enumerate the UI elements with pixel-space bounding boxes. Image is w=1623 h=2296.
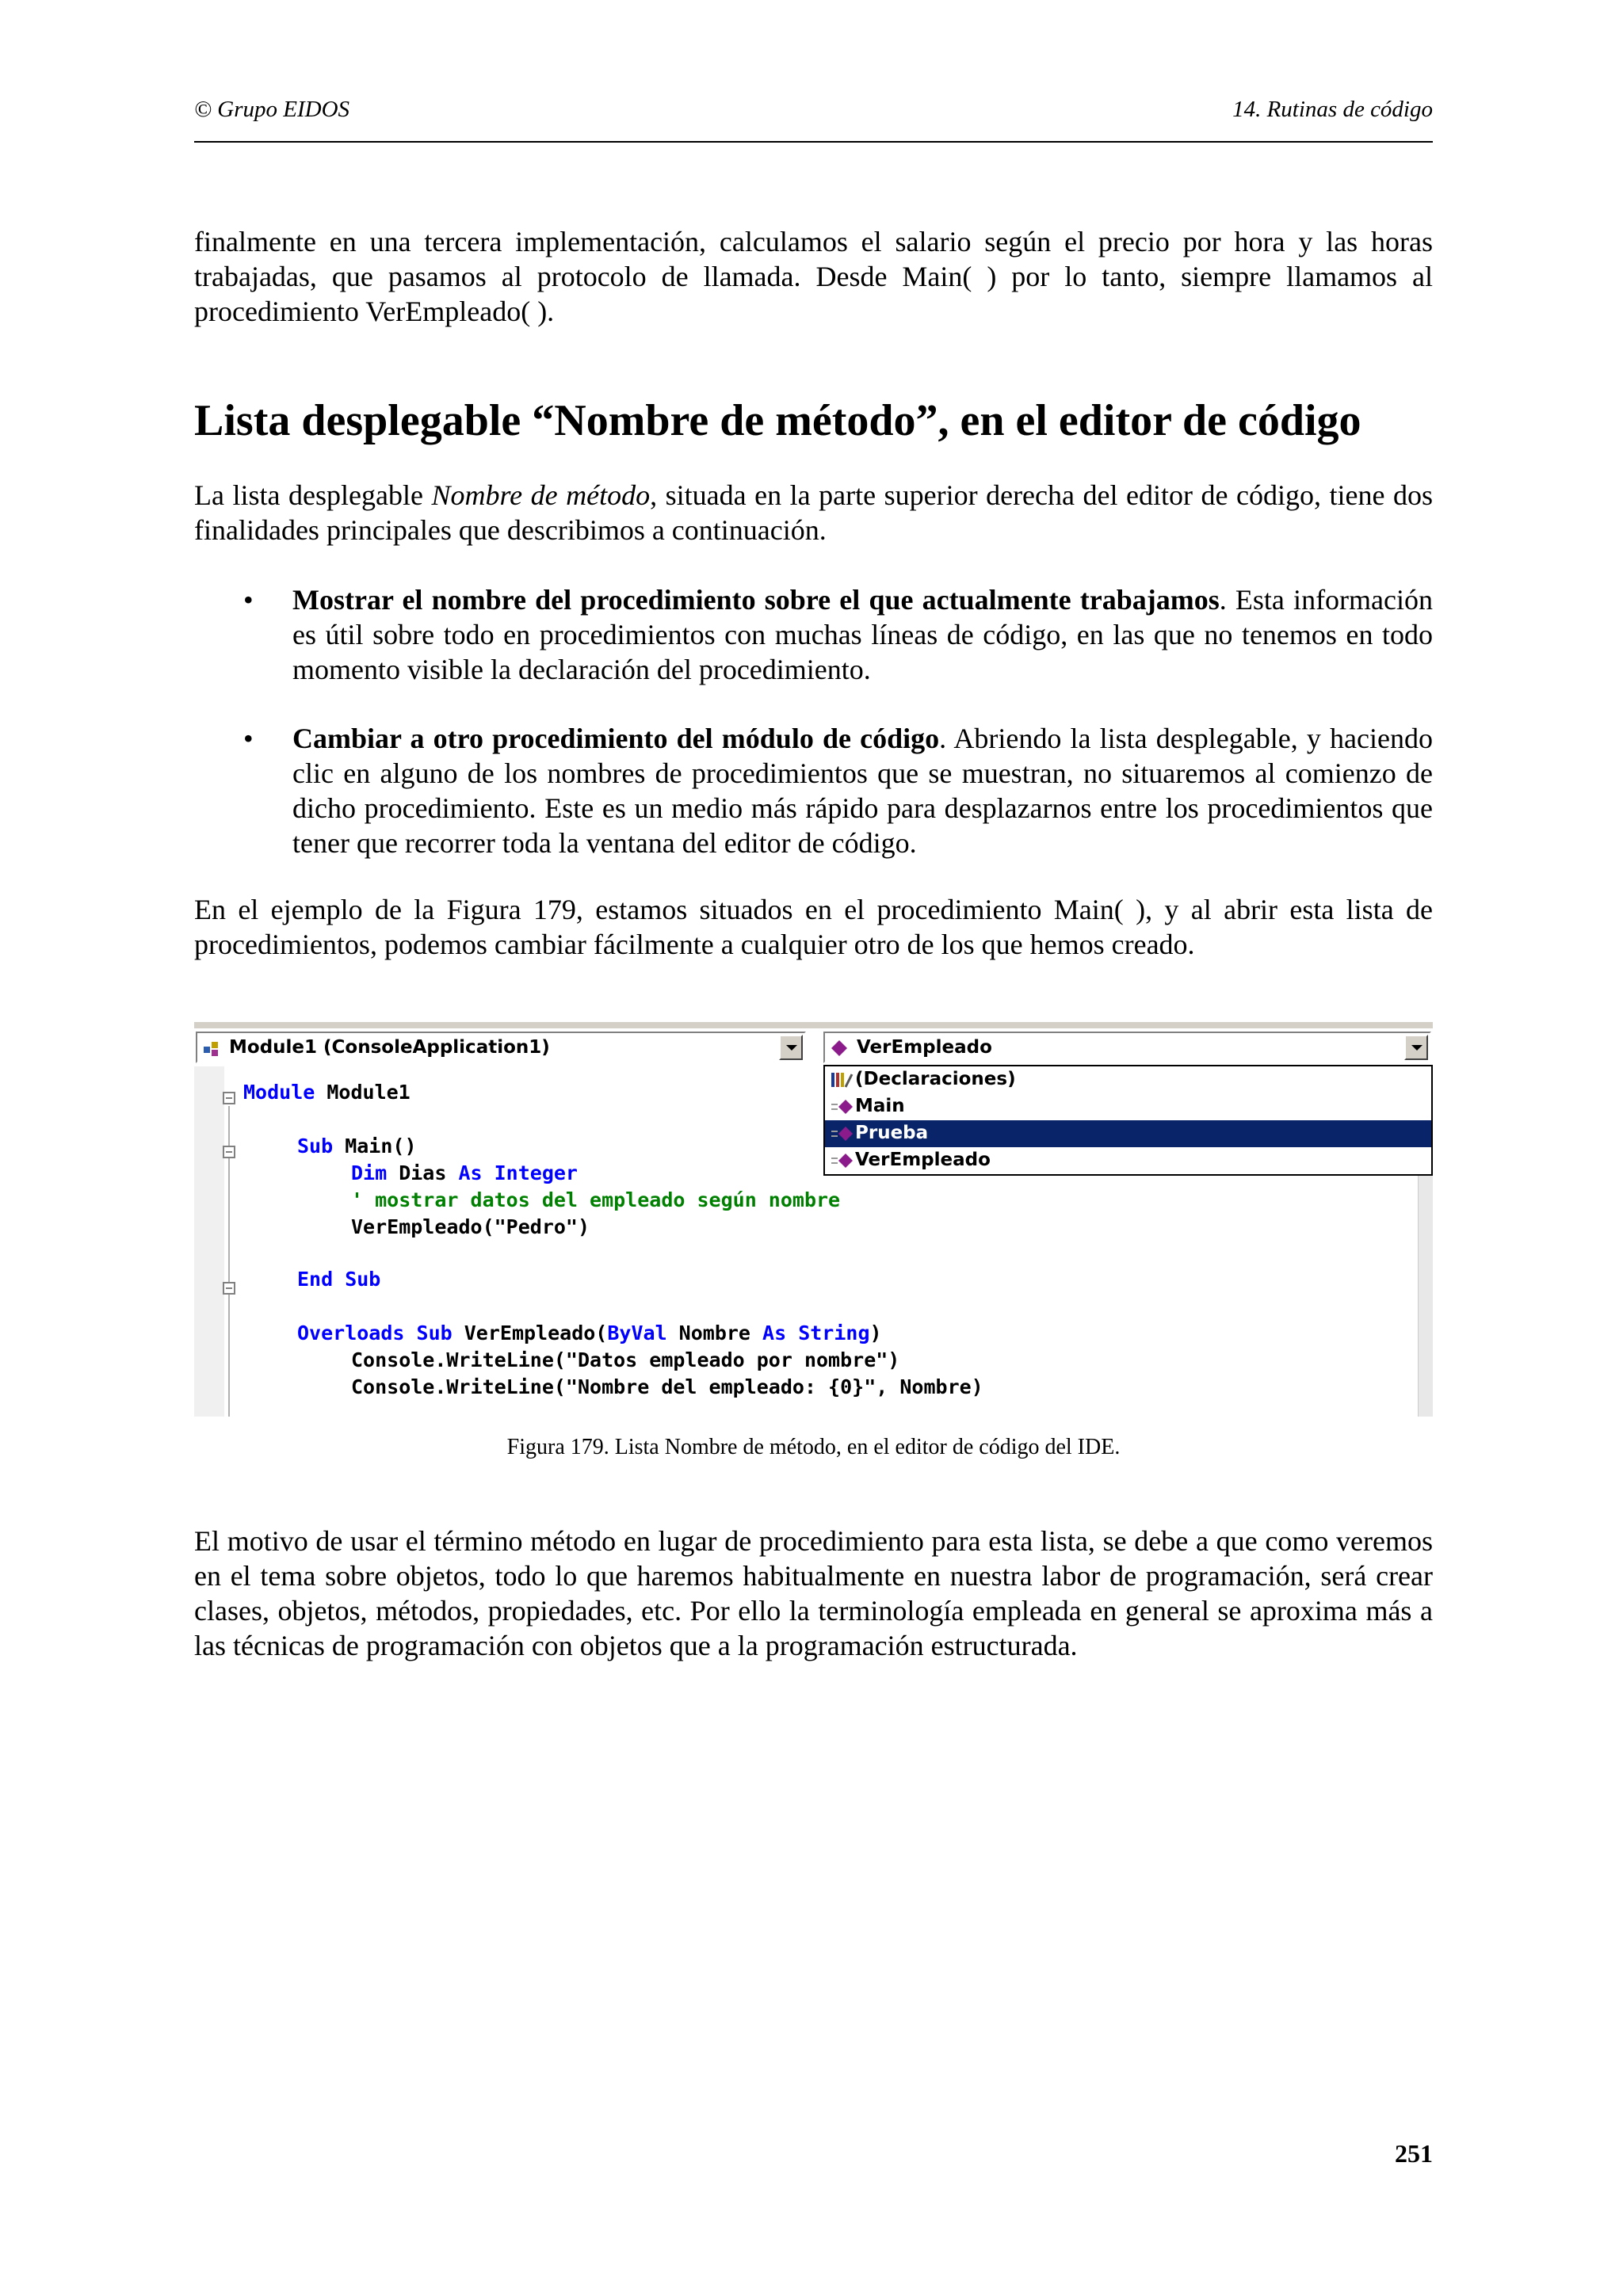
declarations-icon bbox=[830, 1071, 854, 1089]
class-combo-value: Module1 (ConsoleApplication1) bbox=[229, 1037, 550, 1058]
para2-italic: Nombre de método bbox=[431, 479, 651, 511]
bullet-dot: • bbox=[243, 584, 254, 616]
chevron-down-icon[interactable] bbox=[1404, 1035, 1428, 1060]
bullet-rest: . Esta información es útil sobre todo en procedimientos con muchas líneas de código, en las que no tenemos en todo momento visible la declaración del procedimiento. bbox=[292, 584, 1434, 685]
method-icon bbox=[830, 1039, 849, 1058]
dropdown-item-label: VerEmpleado bbox=[855, 1150, 991, 1170]
keyword: As bbox=[458, 1161, 483, 1184]
intro-paragraph: finalmente en una tercera implementación, calculamos el salario según el precio por hora y las horas trabajadas, que pasamos al protocolo de llamada. Desde Main( ) por lo tanto, siempre llamamos al procedimiento VerEmpleado( ). bbox=[194, 226, 1433, 327]
editor-gutter bbox=[194, 1066, 224, 1417]
collapse-icon[interactable] bbox=[223, 1146, 235, 1158]
bullet-rest: . Abriendo la lista desplegable, y haciendo clic en alguno de los nombres de procedimientos que se muestran, no situaremos al comienzo de dicho procedimiento. Este es un medio más rápido para desplazarnos entre los procedimientos que tener que recorrer toda la ventana del editor de código. bbox=[292, 723, 1433, 859]
code-editor-figure bbox=[194, 1022, 1433, 1417]
keyword: Integer bbox=[482, 1161, 578, 1184]
dropdown-item-label: Prueba bbox=[855, 1123, 929, 1143]
dropdown-item-prueba[interactable] bbox=[825, 1120, 1431, 1147]
class-name-combo[interactable] bbox=[196, 1032, 806, 1063]
code-line: End Sub bbox=[297, 1268, 381, 1291]
collapse-icon[interactable] bbox=[223, 1282, 235, 1295]
dropdown-item-declarations[interactable] bbox=[825, 1066, 1431, 1093]
method-dropdown-list[interactable] bbox=[823, 1065, 1433, 1176]
code-text: Main() bbox=[333, 1135, 417, 1158]
code-line: Console.WriteLine("Datos empleado por nombre") bbox=[351, 1348, 900, 1371]
method-icon bbox=[830, 1125, 854, 1142]
code-line: Console.WriteLine("Nombre del empleado: {0}", Nombre) bbox=[351, 1375, 983, 1398]
header-chapter: 14. Rutinas de código bbox=[1232, 97, 1433, 122]
example-paragraph: En el ejemplo de la Figura 179, estamos situados en el procedimiento Main( ), y al abrir esta lista de procedimientos, podemos cambiar fácilmente a cualquier otro de los que hemos creado. bbox=[194, 894, 1433, 960]
keyword: As bbox=[762, 1322, 787, 1344]
code-line bbox=[297, 1135, 417, 1158]
keyword: Sub bbox=[297, 1135, 334, 1158]
bullet-dot: • bbox=[243, 723, 254, 754]
method-icon bbox=[830, 1098, 854, 1116]
code-text: Module1 bbox=[315, 1081, 411, 1104]
keyword: String bbox=[786, 1322, 870, 1344]
bullet-bold: Cambiar a otro procedimiento del módulo de código bbox=[292, 723, 940, 754]
closing-paragraph: El motivo de usar el término método en lugar de procedimiento para esta lista, se debe a que como veremos en el tema sobre objetos, todo lo que haremos habitualmente en nuestra labor de programación, será crear clases, objetos, métodos, propiedades, etc. Por ello la terminología empleada en general se aproxima más a las técnicas de programación con objetos que a la programación estructurada. bbox=[194, 1525, 1433, 1661]
page-header bbox=[194, 97, 1433, 143]
code-line bbox=[351, 1161, 578, 1184]
code-line bbox=[297, 1322, 882, 1344]
code-comment: ' mostrar datos del empleado según nombre bbox=[351, 1188, 841, 1211]
para2-prefix: La lista desplegable bbox=[194, 479, 432, 511]
code-text: Dias bbox=[387, 1161, 459, 1184]
page-number: 251 bbox=[1395, 2139, 1433, 2168]
para2-suffix: , situada en la parte superior derecha del editor de código, tiene dos finalidades principales que describimos a continuación. bbox=[194, 479, 1433, 546]
figure-caption: Figura 179. Lista Nombre de método, en el editor de código del IDE. bbox=[506, 1435, 1121, 1459]
dropdown-item-main[interactable] bbox=[825, 1093, 1431, 1120]
keyword: Dim bbox=[351, 1161, 388, 1184]
collapse-icon[interactable] bbox=[223, 1092, 235, 1104]
editor-toolbar-strip bbox=[194, 1022, 1433, 1028]
paragraph-description bbox=[194, 478, 1433, 547]
header-publisher: © Grupo EIDOS bbox=[194, 97, 350, 122]
bullet-bold: Mostrar el nombre del procedimiento sobre el que actualmente trabajamos bbox=[292, 584, 1220, 616]
chevron-down-icon[interactable] bbox=[779, 1035, 803, 1060]
keyword: Module bbox=[243, 1081, 315, 1104]
method-name-combo[interactable] bbox=[823, 1032, 1431, 1063]
keyword: ByVal bbox=[607, 1322, 667, 1344]
bullet-text bbox=[292, 721, 1433, 860]
dropdown-item-verempleado[interactable] bbox=[825, 1147, 1431, 1174]
code-text: VerEmpleado( bbox=[452, 1322, 608, 1344]
code-line bbox=[243, 1081, 411, 1104]
module-icon bbox=[202, 1039, 221, 1058]
method-icon bbox=[830, 1152, 854, 1169]
code-line: VerEmpleado("Pedro") bbox=[351, 1215, 590, 1238]
section-heading: Lista desplegable “Nombre de método”, en el editor de código bbox=[194, 396, 1361, 445]
keyword: Overloads bbox=[297, 1322, 405, 1344]
dropdown-item-label: Main bbox=[855, 1096, 905, 1116]
keyword: Sub bbox=[404, 1322, 453, 1344]
code-text: ) bbox=[869, 1322, 882, 1344]
code-text: Nombre bbox=[666, 1322, 763, 1344]
dropdown-item-label: (Declaraciones) bbox=[855, 1069, 1016, 1089]
bullet-text bbox=[292, 582, 1433, 687]
method-combo-value: VerEmpleado bbox=[857, 1037, 992, 1058]
